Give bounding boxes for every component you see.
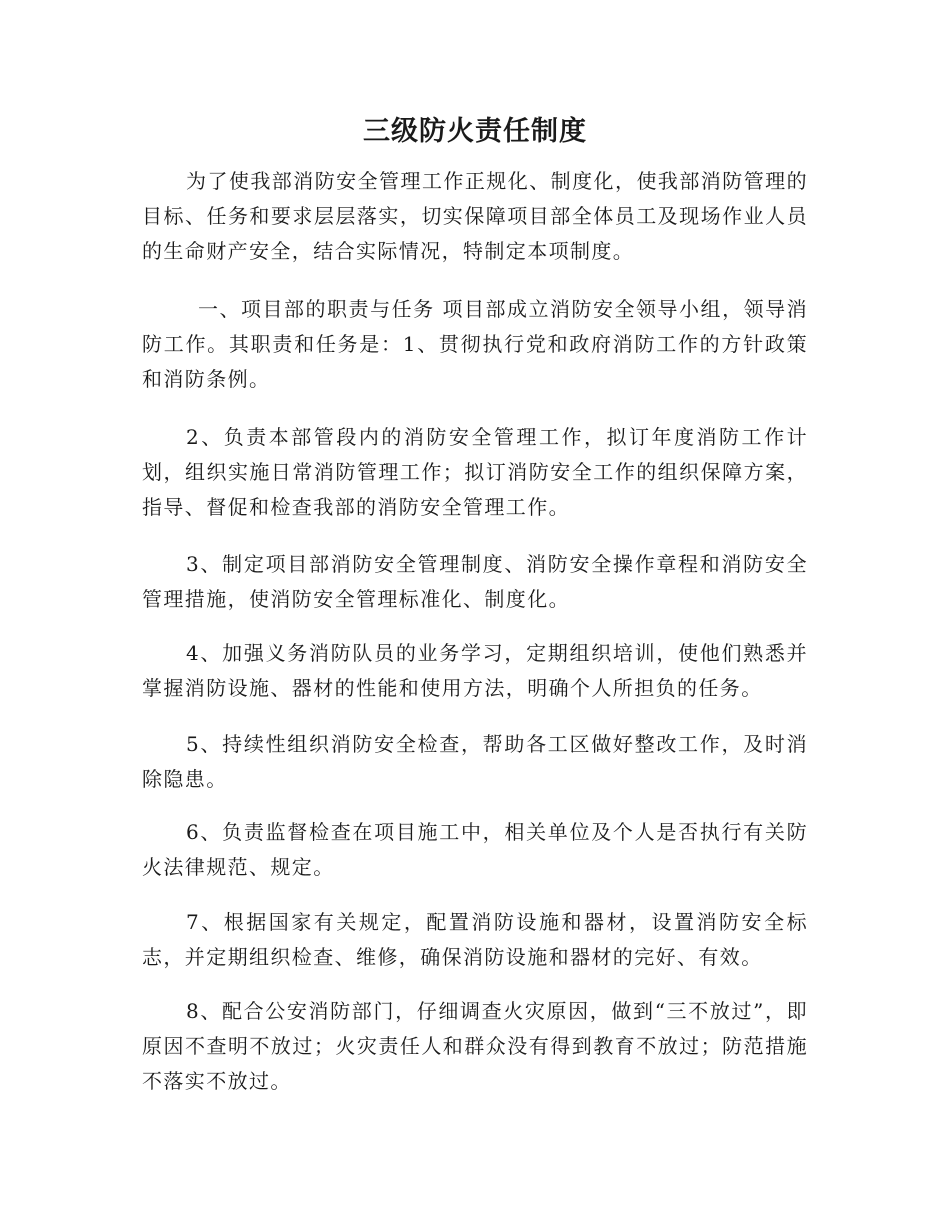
item-3-paragraph: 3、制定项目部消防安全管理制度、消防安全操作章程和消防安全管理措施，使消防安全管理标准化、制度化。	[142, 552, 808, 611]
intro-paragraph: 为了使我部消防安全管理工作正规化、制度化，使我部消防管理的目标、任务和要求层层落实，切实保障项目部全体员工及现场作业人员的生命财产安全，结合实际情况，特制定本项制度。	[142, 169, 808, 263]
item-6-paragraph: 6、负责监督检查在项目施工中，相关单位及个人是否执行有关防火法律规范、规定。	[142, 820, 808, 879]
item-5-paragraph: 5、持续性组织消防安全检查，帮助各工区做好整改工作，及时消除隐患。	[142, 732, 808, 791]
item-7-paragraph: 7、根据国家有关规定，配置消防设施和器材，设置消防安全标志，并定期组织检查、维修，确保消防设施和器材的完好、有效。	[142, 910, 808, 969]
item-2-paragraph: 2、负责本部管段内的消防安全管理工作，拟订年度消防工作计划，组织实施日常消防管理工作；拟订消防安全工作的组织保障方案，指导、督促和检查我部的消防安全管理工作。	[142, 425, 808, 519]
item-8-paragraph: 8、配合公安消防部门，仔细调查火灾原因，做到“三不放过”，即原因不查明不放过；火灾责任人和群众没有得到教育不放过；防范措施不落实不放过。	[142, 999, 808, 1093]
item-4-paragraph: 4、加强义务消防队员的业务学习，定期组织培训，使他们熟悉并掌握消防设施、器材的性能和使用方法，明确个人所担负的任务。	[142, 641, 808, 700]
section-1-paragraph: 一、项目部的职责与任务 项目部成立消防安全领导小组，领导消防工作。其职责和任务是：1、贯彻执行党和政府消防工作的方针政策和消防条例。	[142, 297, 808, 391]
document-title: 三级防火责任制度	[363, 116, 587, 147]
